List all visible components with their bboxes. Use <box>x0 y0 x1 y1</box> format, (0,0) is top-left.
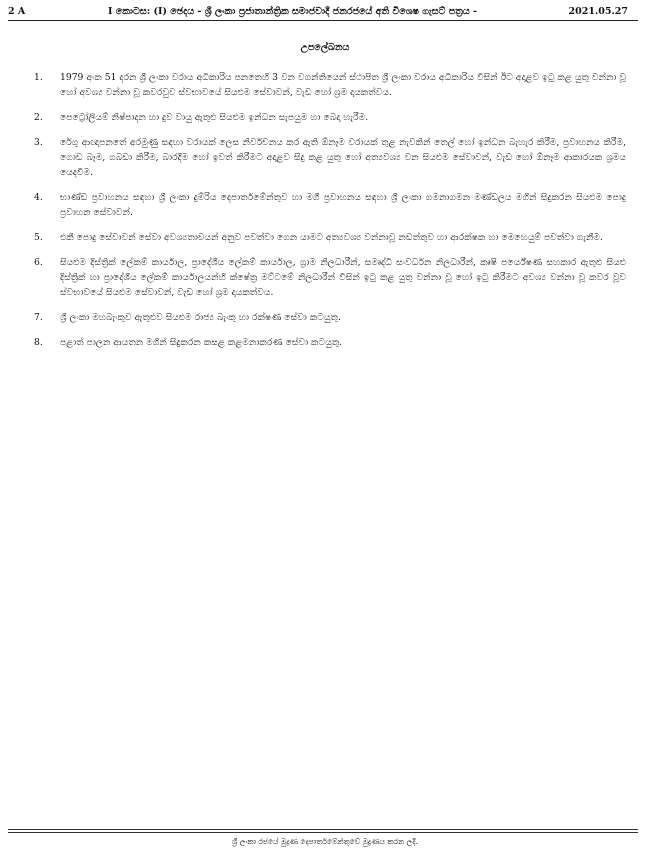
list-item <box>34 230 626 245</box>
item-text: 1979 අංක 51 දරන ශ්‍රී ලංකා වරාය අධිකාරිය පනතෙහි 3 වන වගන්තියෙන් ස්ථාපිත ශ්‍රී ලංකා වරාය අධිකාරිය විසින් ඊට අදාළව ඉටු කළ යුතු වන්නා වූ හෝ අවශ්‍ය වන්නා වූ කවරවුව ස්වභාවයේ සියළුම සේවාවන්, වැඩ හෝ ශ්‍රම දායකත්වය. <box>60 72 626 98</box>
list-item <box>34 310 626 325</box>
item-text: ශ්‍රී ලංකා මහබැංකුව ඇතුළුව සියළුම රාජ්‍ය බැංකු හා රක්ෂණ සේවා කටයුතු. <box>60 312 341 323</box>
item-number: 1. <box>34 72 43 83</box>
item-number: 8. <box>34 337 43 348</box>
item-text: පළාත් පාලන ආයතන මගින් සිදුකරන කසළ කළමනාකරණ සේවා කටයුතු. <box>60 337 343 348</box>
header-divider <box>8 20 638 21</box>
list-item <box>34 135 626 180</box>
item-number: 6. <box>34 257 43 268</box>
item-text: රේගු ආඥාපනතේ අරමුණු සඳහා වරායක් ලෙස නිර්වචනය කර ඇති ඕනෑම වරායක් තුළ නැවකින් තෙල් හෝ ඉන්ධන බැහැර කිරීම, ප්‍රවාහනය කිරීම, ගොඩ බෑම, ගබඩා කිරීම, බාරදීම හෝ ඉවත් කිරීමට අදාළව සිදු කළ යුතු හෝ අත්‍යවශ්‍ය වන සියළුම සේවාවන්, වැඩ හෝ ඕනෑම ආකාරයක ශ්‍රමය යෙදවීම. <box>60 137 626 178</box>
item-text: එකී පොදු සේවාවන් සේවා අවශ්‍යතාවයන් අනුව පවත්වා ගෙන යාමට අත්‍යවශ්‍ය වන්නාවූ නඩත්තුව හා ආරක්ෂක හා මෙහෙයුම් පවත්වා ගැනීම. <box>60 232 603 243</box>
gazette-title: I කොටස: (I) ඡෙදය - ශ්‍රී ලංකා ප්‍රජාතාන්ත්‍රික සමාජවාදී ජනරජයේ අති විශෙෂ ගැසට් පත්‍රය - <box>108 6 477 17</box>
footer-divider <box>8 829 638 830</box>
page-number: 2 A <box>8 6 26 17</box>
footer-divider <box>8 832 638 833</box>
schedule-heading: උපලේඛනය <box>300 42 350 53</box>
item-text: පෙට්‍රෝලියම් නිෂ්පාදන හා දුව වායු ඇතුළු සියළුම ඉන්ධන සැපයුම හා බෙදා හැරීම. <box>60 112 369 123</box>
item-number: 4. <box>34 192 43 203</box>
list-item <box>34 335 626 350</box>
list-item <box>34 110 626 125</box>
item-number: 3. <box>34 137 43 148</box>
list-item <box>34 70 626 100</box>
item-number: 7. <box>34 312 43 323</box>
item-number: 2. <box>34 112 43 123</box>
item-number: 5. <box>34 232 43 243</box>
printer-credit: ශ්‍රී ලංකා රජයේ මුද්‍රණ දෙපාර්තමේන්තුවේ මුද්‍රණය කරන ලදී. <box>232 837 418 846</box>
schedule-list <box>34 70 626 360</box>
list-item <box>34 190 626 220</box>
item-text: සියළුම දිස්ත්‍රික් ලේකම් කාර්යාල, ප්‍රාදේශීය ලේකම් කාර්යාල, ග්‍රාම නිලධාරීන්, සමෘද්ධි සංවර්ධන නිලධාරීන්, කෘෂි පර්යේෂණ සහකාර ඇතුළු සියළු දිස්ත්‍රික් හා ප්‍රාදේශීය ලේකම් කාර්යාලයන්හි ක්ෂේත්‍ර මට්ටමේ නිලධාරීන් විසින් ඉටු කළ යුතු වන්නා වූ හෝ ඉටු කිරීමට අවශ්‍ය වන්නා වූ කවර වූව ස්වභාවයේ සියළුම සේවාවන්, වැඩ හෝ ශ්‍රම දායකත්වය. <box>60 257 626 298</box>
gazette-date: 2021.05.27 <box>568 6 628 17</box>
list-item <box>34 255 626 300</box>
item-text: භාණ්ඩ ප්‍රවාහනය සඳහා ශ්‍රී ලංකා දුම්රිය දෙපාර්තමේන්තුව හා මගී ප්‍රවාහනය සඳහා ශ්‍රී ලංකා ගමනාගමන මණ්ඩලය මගින් සිදුකරන සියළුම පොදු ප්‍රවාහන සේවාවන්. <box>60 192 626 218</box>
